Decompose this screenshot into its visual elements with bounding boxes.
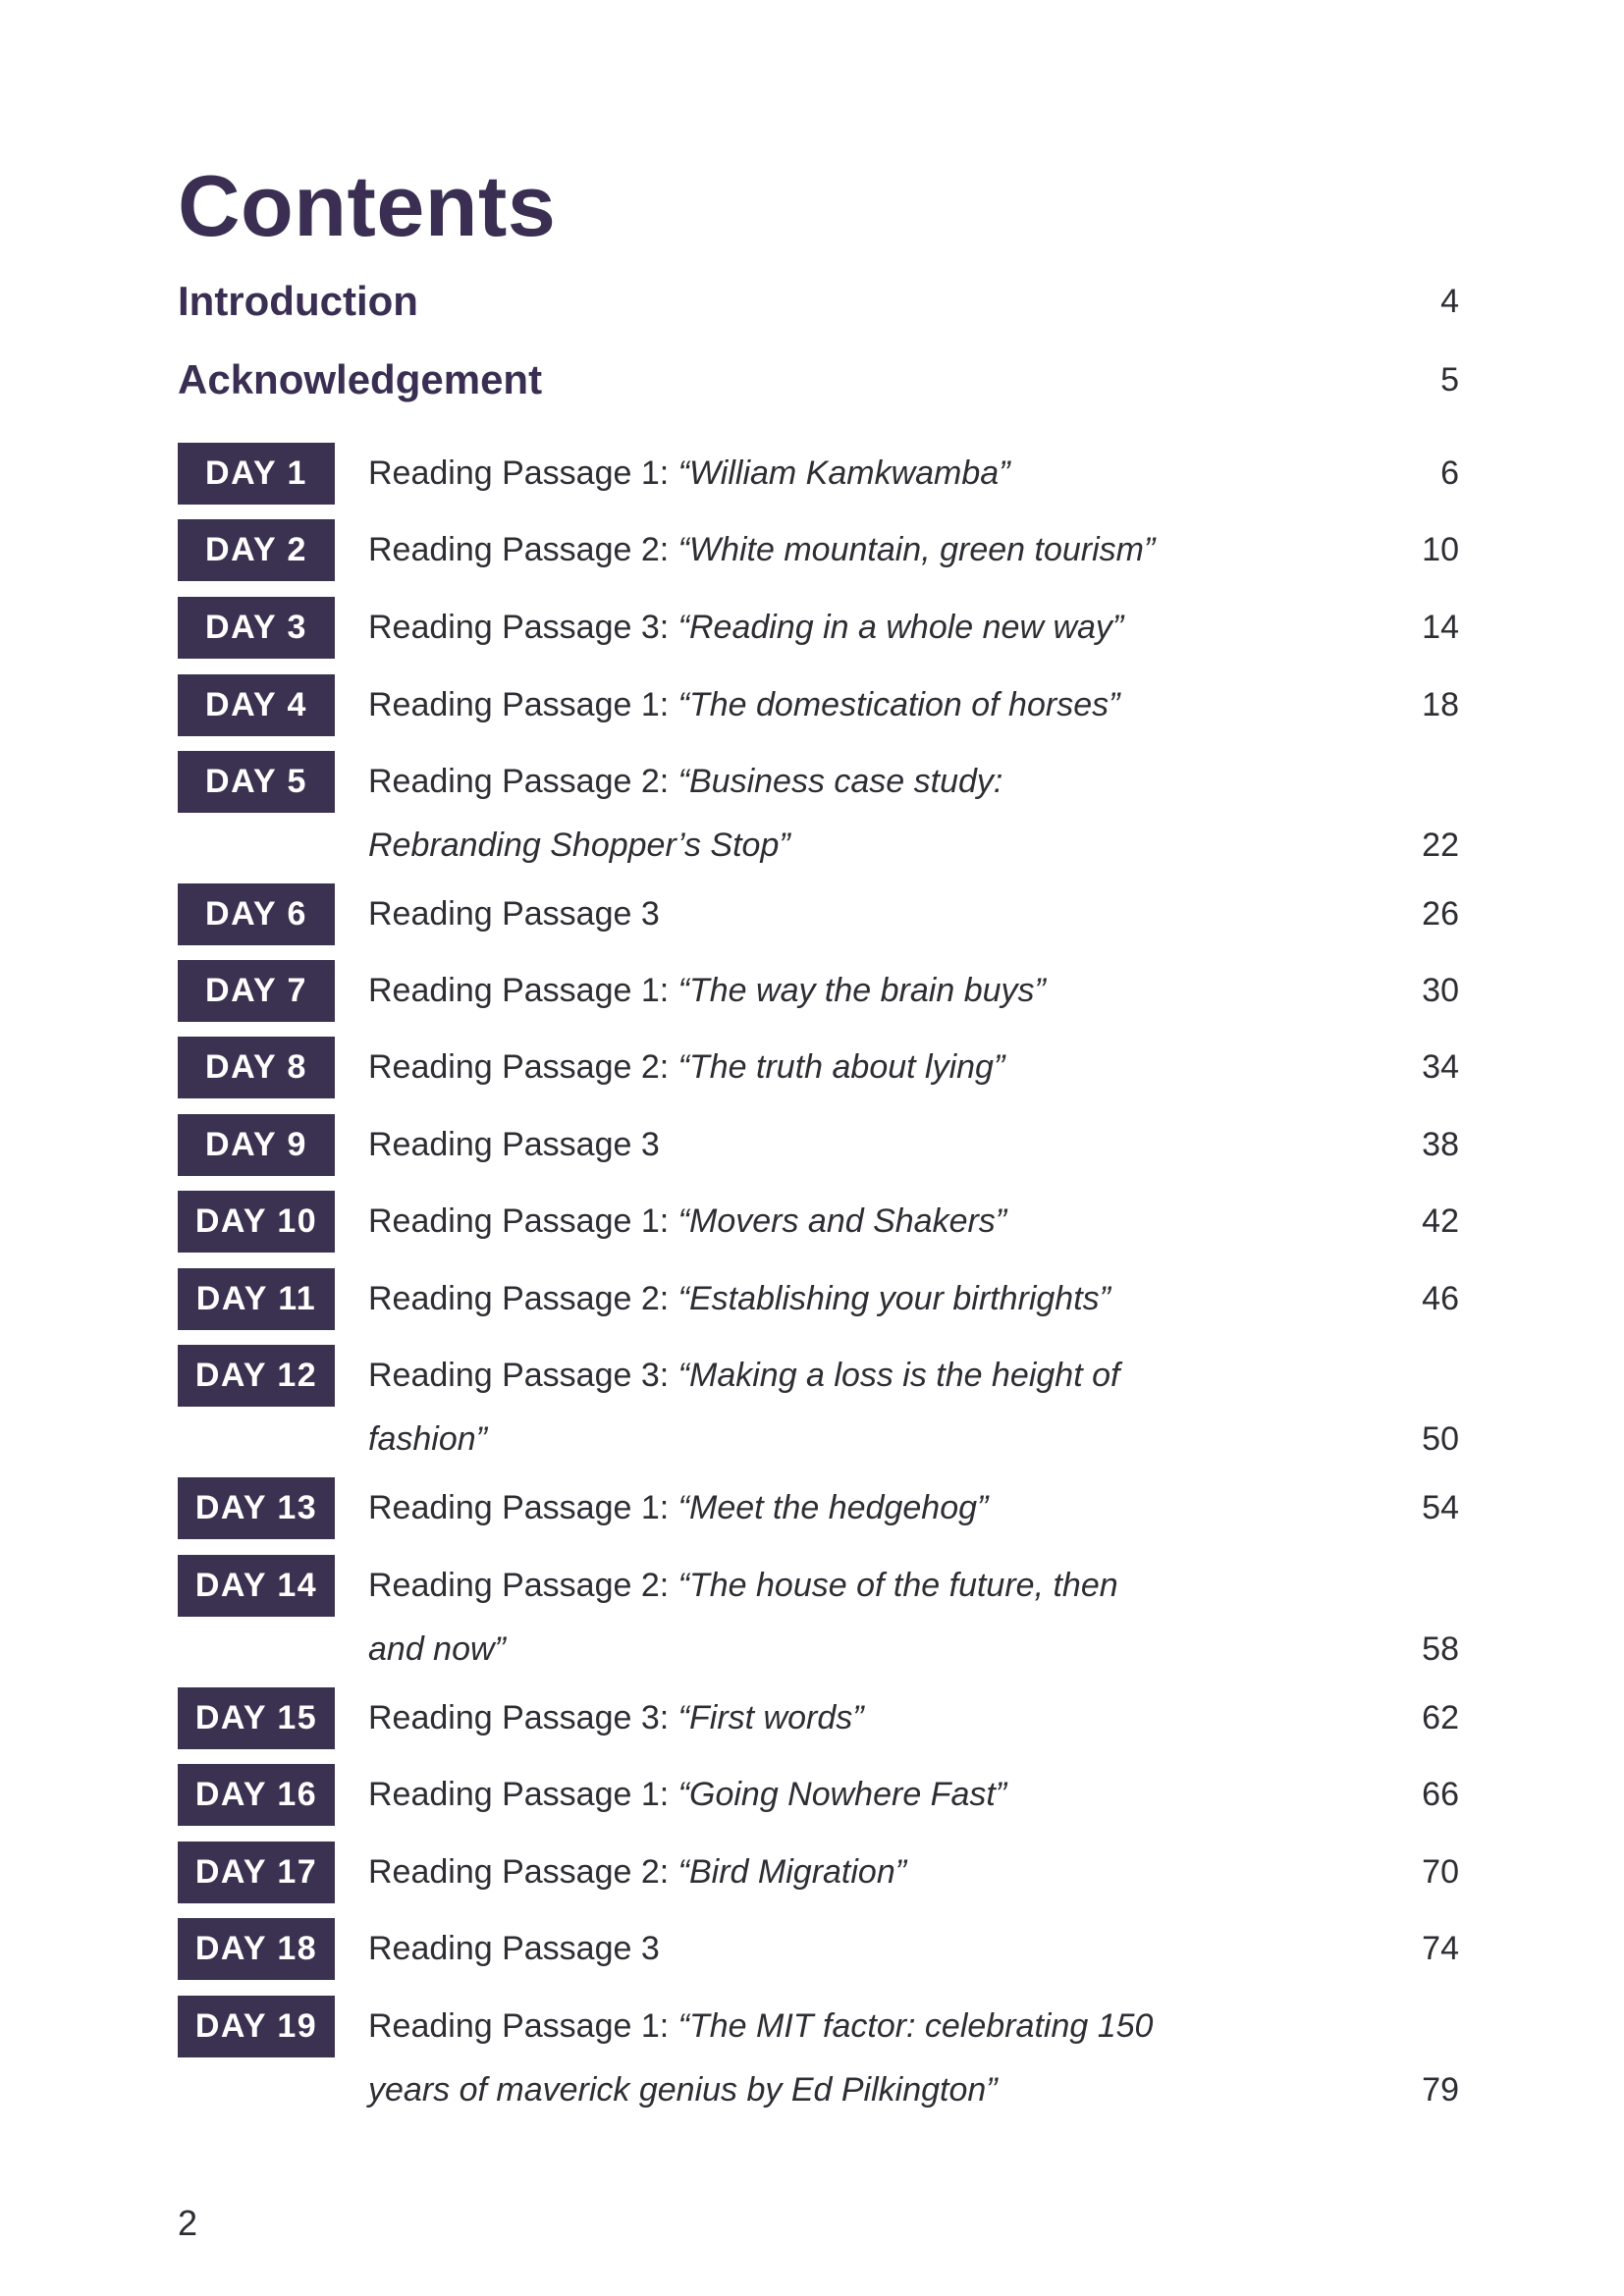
- passage-title: “William Kamkwamba”: [677, 454, 1010, 492]
- passage-title-continued: and now”: [368, 1630, 506, 1668]
- passage-label: Reading Passage 2:: [368, 1567, 678, 1604]
- entry-title: [368, 1555, 1118, 1617]
- passage-label: Reading Passage 3:: [368, 609, 678, 646]
- entry-title: [368, 443, 1010, 505]
- entry-page-number: 34: [1422, 1048, 1459, 1086]
- passage-label: Reading Passage 2:: [368, 1280, 678, 1317]
- passage-label: Reading Passage 3: [368, 1930, 660, 1967]
- day-badge: DAY 10: [178, 1191, 335, 1253]
- passage-label: Reading Passage 1:: [368, 1489, 678, 1526]
- passage-title-continued: fashion”: [368, 1420, 487, 1458]
- entry-page-number: 30: [1422, 972, 1459, 1009]
- passage-title: “Business case study:: [677, 763, 1003, 800]
- entry-title: [368, 751, 1002, 813]
- entry-title: [368, 597, 1123, 659]
- entry-page-number: 66: [1422, 1776, 1459, 1813]
- entry-page-number: 46: [1422, 1280, 1459, 1317]
- passage-title: “Making a loss is the height of: [677, 1357, 1120, 1394]
- passage-title: “Movers and Shakers”: [677, 1202, 1007, 1240]
- entry-title: [368, 1037, 1004, 1098]
- front-matter-label: Acknowledgement: [178, 356, 543, 402]
- passage-title: “The way the brain buys”: [677, 972, 1046, 1009]
- entry-title: [368, 1687, 864, 1749]
- passage-title: “Reading in a whole new way”: [677, 609, 1124, 646]
- passage-title: “The house of the future, then: [677, 1567, 1118, 1604]
- day-badge: DAY 3: [178, 597, 335, 659]
- passage-title: “The truth about lying”: [677, 1048, 1005, 1086]
- entry-title: [368, 519, 1155, 581]
- entry-page-number: 54: [1422, 1489, 1459, 1526]
- day-badge: DAY 6: [178, 883, 335, 945]
- entry-page-number: 42: [1422, 1202, 1459, 1240]
- toc-acknowledgement[interactable]: [178, 350, 1459, 409]
- passage-label: Reading Passage 2:: [368, 763, 678, 800]
- page-number: 2: [178, 2203, 198, 2243]
- passage-title: “Establishing your birthrights”: [677, 1280, 1110, 1317]
- day-badge: DAY 14: [178, 1555, 335, 1617]
- entry-title: [368, 883, 660, 945]
- passage-title-continued: Rebranding Shopper’s Stop”: [368, 827, 790, 864]
- entry-page-number: 74: [1422, 1930, 1459, 1967]
- day-badge: DAY 16: [178, 1764, 335, 1826]
- passage-label: Reading Passage 3: [368, 895, 660, 933]
- entry-page-number: 58: [1422, 1630, 1459, 1668]
- passage-label: Reading Passage 1:: [368, 454, 678, 492]
- passage-label: Reading Passage 2:: [368, 531, 678, 568]
- passage-title: “The MIT factor: celebrating 150: [677, 2007, 1154, 2045]
- day-badge: DAY 5: [178, 751, 335, 813]
- entry-title: [368, 1996, 1153, 2057]
- day-badge: DAY 4: [178, 674, 335, 736]
- entry-page-number: 22: [1422, 827, 1459, 864]
- day-badge: DAY 1: [178, 443, 335, 505]
- entry-page-number: 50: [1422, 1420, 1459, 1458]
- day-badge: DAY 11: [178, 1268, 335, 1330]
- front-matter-label: Introduction: [178, 278, 418, 324]
- day-badge: DAY 18: [178, 1918, 335, 1980]
- entry-page-number: 38: [1422, 1126, 1459, 1163]
- passage-title: “Bird Migration”: [677, 1853, 907, 1891]
- passage-label: Reading Passage 3:: [368, 1699, 678, 1736]
- entry-title: [368, 1114, 660, 1176]
- passage-label: Reading Passage 1:: [368, 972, 678, 1009]
- day-badge: DAY 12: [178, 1345, 335, 1407]
- entry-page-number: 26: [1422, 895, 1459, 933]
- page-title: Contents: [178, 157, 557, 254]
- day-badge: DAY 2: [178, 519, 335, 581]
- entry-page-number: 14: [1422, 609, 1459, 646]
- passage-title-continued: years of maverick genius by Ed Pilkington”: [368, 2071, 998, 2109]
- entry-title: [368, 1918, 660, 1980]
- entry-title: [368, 1345, 1119, 1407]
- passage-label: Reading Passage 2:: [368, 1048, 678, 1086]
- entry-title: [368, 960, 1046, 1022]
- passage-label: Reading Passage 2:: [368, 1853, 678, 1891]
- passage-label: Reading Passage 1:: [368, 1202, 678, 1240]
- day-badge: DAY 15: [178, 1687, 335, 1749]
- entry-title: [368, 1842, 906, 1903]
- entry-title: [368, 1764, 1006, 1826]
- passage-title: “First words”: [677, 1699, 864, 1736]
- entry-page-number: 6: [1440, 454, 1459, 492]
- entry-page-number: 10: [1422, 531, 1459, 568]
- passage-title: “Meet the hedgehog”: [677, 1489, 989, 1526]
- day-badge: DAY 7: [178, 960, 335, 1022]
- passage-label: Reading Passage 1:: [368, 2007, 678, 2045]
- passage-title: “The domestication of horses”: [677, 686, 1120, 723]
- passage-label: Reading Passage 3:: [368, 1357, 678, 1394]
- entry-title: [368, 1477, 988, 1539]
- day-badge: DAY 19: [178, 1996, 335, 2057]
- front-matter-page: 5: [1440, 361, 1459, 399]
- entry-page-number: 79: [1422, 2071, 1459, 2109]
- passage-title: “White mountain, green tourism”: [677, 531, 1156, 568]
- passage-label: Reading Passage 3: [368, 1126, 660, 1163]
- day-badge: DAY 9: [178, 1114, 335, 1176]
- entry-title: [368, 1191, 1006, 1253]
- day-badge: DAY 17: [178, 1842, 335, 1903]
- passage-label: Reading Passage 1:: [368, 1776, 678, 1813]
- front-matter-page: 4: [1440, 283, 1459, 320]
- toc-introduction[interactable]: [178, 272, 1459, 331]
- passage-title: “Going Nowhere Fast”: [677, 1776, 1007, 1813]
- day-badge: DAY 8: [178, 1037, 335, 1098]
- entry-page-number: 70: [1422, 1853, 1459, 1891]
- entry-title: [368, 674, 1119, 736]
- entry-title: [368, 1268, 1110, 1330]
- entry-page-number: 62: [1422, 1699, 1459, 1736]
- day-badge: DAY 13: [178, 1477, 335, 1539]
- passage-label: Reading Passage 1:: [368, 686, 678, 723]
- entry-page-number: 18: [1422, 686, 1459, 723]
